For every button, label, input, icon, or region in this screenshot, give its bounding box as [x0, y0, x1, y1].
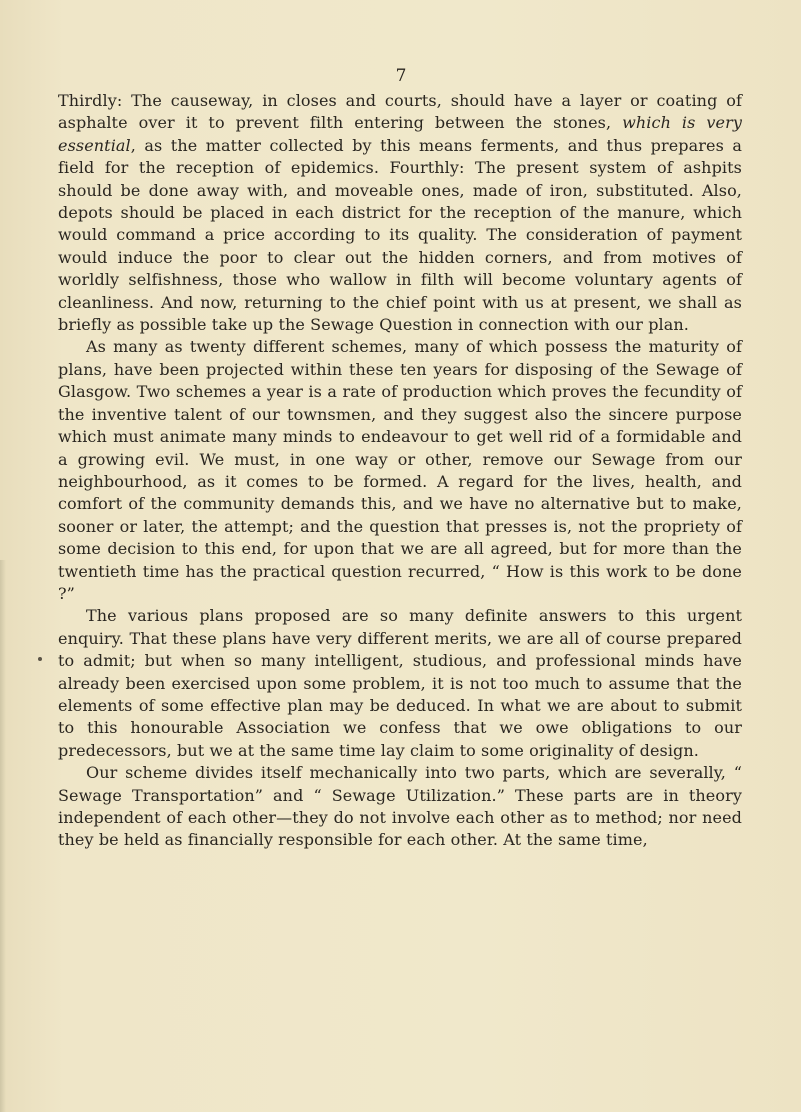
- page-edge-shadow: [0, 560, 6, 1112]
- paragraph-1-text-a: Thirdly: The causeway, in closes and courts, should have a layer or coating of asphalte over it to prevent filth entering between the stones,: [58, 91, 742, 133]
- page-number: 7: [395, 66, 407, 86]
- body-text: [58, 90, 742, 852]
- margin-ink-dot: [38, 657, 42, 661]
- paragraph-3-text: The various plans proposed are so many definite answers to this urgent enquiry. That these plans have very different merits, we are all of course prepared to admit; but when so many intelligent, studious, and professional minds have already been exercised upon some problem, it is not too much to assume that the elements of some effective plan may be deduced. In what we are about to submit to this honourable Association we confess that we owe obligations to our predecessors, but we at the same time lay claim to some originality of design.: [58, 606, 742, 760]
- paragraph-4: [58, 762, 742, 852]
- paragraph-2-text: As many as twenty different schemes, many of which possess the maturity of plans, have been projected within these ten years for disposing of the Sewage of Glasgow. Two schemes a year is a rate of production which proves the fecundity of the inventive talent of our townsmen, and they suggest also the sincere purpose which must animate many minds to endeavour to get well rid of a formidable and a growing evil. We must, in one way or other, remove our Sewage from our neighbourhood, as it comes to be formed. A regard for the lives, health, and comfort of the community demands this, and we have no alternative but to make, sooner or later, the attempt; and the question that presses is, not the propriety of some decision to this end, for upon that we are all agreed, but for more than the twentieth time has the practical question recurred, “ How is this work to be done ?”: [58, 337, 742, 603]
- paragraph-1-text-b: , as the matter collected by this means ferments, and thus prepares a field for the reception of epidemics. Fourthly: The present system of ashpits should be done away with, and moveable ones, made of iron, substituted. Also, depots should be placed in each district for the reception of the manure, which would command a price according to its quality. The consideration of payment would induce the poor to clear out the hidden corners, and from motives of worldly selfishness, those who wallow in filth will become voluntary agents of cleanliness. And now, returning to the chief point with us at present, we shall as briefly as possible take up the Sewage Question in connection with our plan.: [58, 135, 742, 335]
- paragraph-4-text: Our scheme divides itself mechanically into two parts, which are severally, “ Sewage Transportation” and “ Sewage Utilization.” These parts are in theory independent of each other—they do not involve each other as to method; nor need they be held as financially responsible for each other. At the same time,: [58, 763, 742, 850]
- paragraph-2: [58, 336, 742, 605]
- paragraph-3: [58, 605, 742, 762]
- paragraph-1-italic: which is very essential: [58, 113, 742, 155]
- paragraph-1: [58, 90, 742, 336]
